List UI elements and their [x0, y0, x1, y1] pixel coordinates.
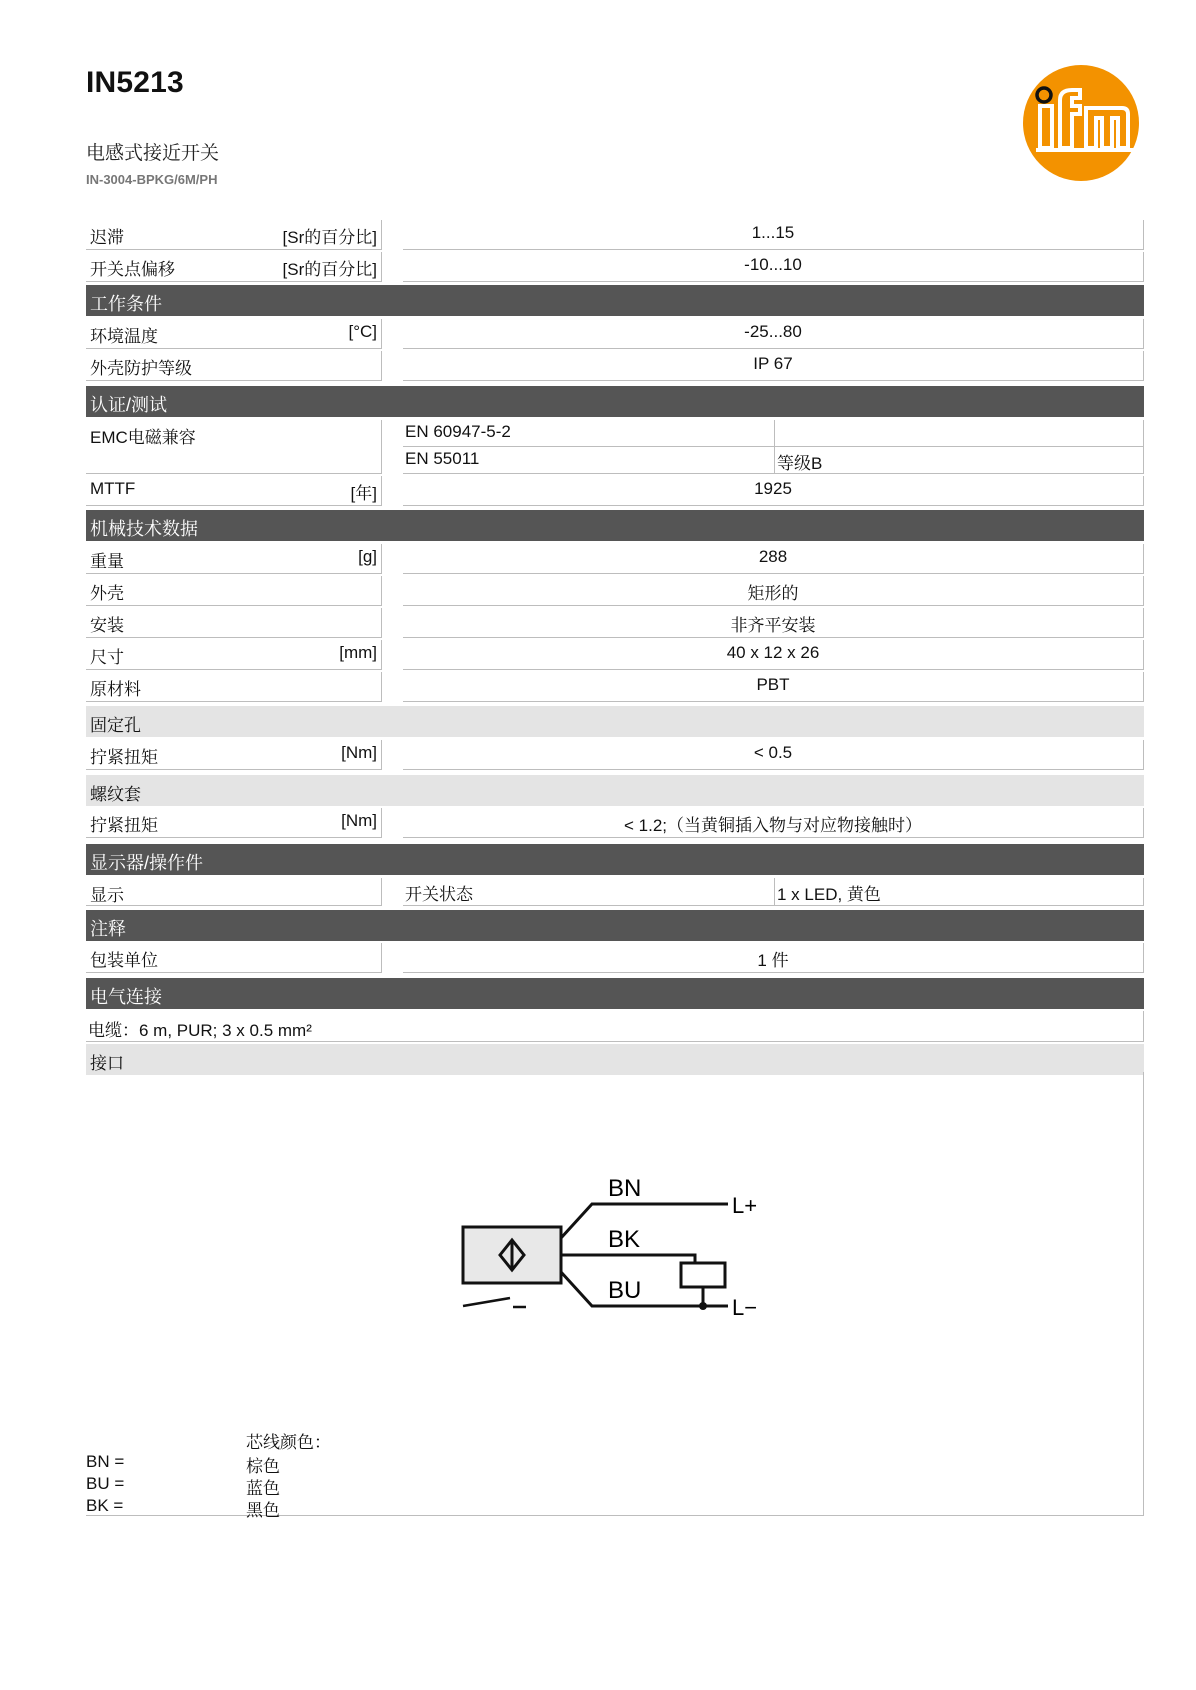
spec-value: 1925 [403, 476, 1144, 506]
subsection-title: 固定孔 [90, 716, 141, 735]
subsection-interface [86, 1044, 1144, 1075]
spec-row-housing [86, 576, 1144, 606]
subsection-title: 螺纹套 [90, 785, 141, 804]
spec-unit: [mm] [339, 643, 377, 662]
spec-value: PBT [403, 672, 1144, 702]
spec-label: 外壳防护等级 [90, 359, 192, 378]
legend-color: 棕色 [246, 1457, 280, 1476]
subsection-thread-insert [86, 775, 1144, 806]
section-header-approvals [86, 386, 1144, 417]
spec-value: 40 x 12 x 26 [403, 640, 1144, 670]
terminal-plus: L+ [732, 1193, 758, 1218]
spec-row-weight [86, 544, 1144, 574]
spec-label: 迟滞 [90, 228, 124, 247]
section-title: 显示器/操作件 [90, 853, 204, 873]
spec-unit: [Nm] [341, 811, 377, 830]
spec-value: < 1.2;（当黄铜插入物与对应物接触时） [403, 808, 1144, 838]
legend-code: BU = [86, 1474, 125, 1493]
spec-row-mttf [86, 476, 1144, 506]
legend-title: 芯线颜色： [246, 1433, 331, 1452]
spec-row-ambient-temp [86, 319, 1144, 349]
order-code: IN-3004-BPKG/6M/PH [86, 172, 218, 187]
section-header-notes [86, 910, 1144, 941]
product-subtitle: 电感式接近开关 [86, 143, 220, 164]
spec-value: IP 67 [403, 351, 1144, 381]
cable-row [86, 1011, 1144, 1042]
wiring-diagram [450, 1160, 790, 1320]
section-header-electrical [86, 978, 1144, 1009]
terminal-minus: L− [732, 1295, 758, 1320]
section-header-mechanical [86, 510, 1144, 541]
spec-label: 安装 [90, 616, 124, 635]
spec-label: 尺寸 [90, 648, 124, 667]
spec-row-emc [86, 420, 1144, 474]
spec-unit: [Sr的百分比] [282, 228, 377, 247]
spec-row-fixing-torque [86, 740, 1144, 770]
legend-code: BK = [86, 1496, 124, 1515]
display-state-value: 1 x LED, 黄色 [777, 885, 881, 904]
spec-unit: [Sr的百分比] [282, 260, 377, 279]
spec-row-insert-torque [86, 808, 1144, 838]
spec-label: 拧紧扭矩 [90, 816, 158, 835]
spec-label: 包装单位 [90, 951, 158, 970]
subsection-title: 接口 [90, 1054, 124, 1073]
emc-standard-1: EN 60947-5-2 [405, 422, 511, 441]
cable-spec: 电缆：6 m, PUR; 3 x 0.5 mm² [88, 1021, 312, 1040]
spec-row-mounting [86, 608, 1144, 638]
section-header-display [86, 844, 1144, 875]
spec-value: 1 件 [403, 943, 1144, 973]
spec-unit: [Nm] [341, 743, 377, 762]
spec-row-protection [86, 351, 1144, 381]
spec-label: 环境温度 [90, 327, 158, 346]
spec-value: -25...80 [403, 319, 1144, 349]
spec-label: EMC电磁兼容 [90, 428, 196, 447]
display-state-label: 开关状态 [405, 885, 473, 904]
section-title: 认证/测试 [90, 395, 168, 415]
emc-standard-2-class: 等级B [777, 454, 823, 473]
section-title: 机械技术数据 [90, 519, 198, 539]
subsection-fixing-hole [86, 706, 1144, 737]
label-bk: BK [608, 1226, 641, 1253]
spec-label: MTTF [90, 479, 136, 498]
wire-bk [561, 1255, 695, 1263]
spec-label: 显示 [90, 886, 124, 905]
spec-label: 拧紧扭矩 [90, 748, 158, 767]
spec-label: 原材料 [90, 680, 141, 699]
legend-color: 蓝色 [246, 1479, 280, 1498]
spec-value: -10...10 [403, 252, 1144, 282]
section-title: 电气连接 [90, 987, 162, 1007]
spec-row-dimensions [86, 640, 1144, 670]
spec-label: 外壳 [90, 584, 124, 603]
spec-value: 288 [403, 544, 1144, 574]
spec-row-material [86, 672, 1144, 702]
spec-label: 重量 [90, 552, 124, 571]
emc-standard-2: EN 55011 [405, 449, 480, 468]
spec-value: < 0.5 [403, 740, 1144, 770]
spec-row-packaging [86, 943, 1144, 973]
label-bn: BN [608, 1175, 642, 1202]
legend-code: BN = [86, 1452, 125, 1471]
section-title: 注释 [90, 919, 126, 939]
section-title: 工作条件 [90, 294, 162, 314]
spec-value: 非齐平安装 [403, 608, 1144, 638]
section-header-operating [86, 285, 1144, 316]
spec-value: 1...15 [403, 220, 1144, 250]
spec-unit: [°C] [348, 322, 377, 341]
spec-label: 开关点偏移 [90, 260, 175, 279]
legend-color: 黑色 [246, 1501, 280, 1520]
load-symbol [681, 1263, 725, 1287]
spec-row-offset [86, 252, 1144, 282]
ifm-logo [1022, 64, 1140, 182]
switch-symbol [463, 1298, 510, 1306]
product-title: IN5213 [86, 66, 184, 99]
spec-unit: [年] [350, 484, 377, 503]
label-bu: BU [608, 1277, 642, 1304]
spec-unit: [g] [358, 547, 377, 566]
wire-bn [561, 1204, 728, 1238]
spec-row-hysteresis [86, 220, 1144, 250]
spec-row-display [86, 878, 1144, 906]
spec-value: 矩形的 [403, 576, 1144, 606]
